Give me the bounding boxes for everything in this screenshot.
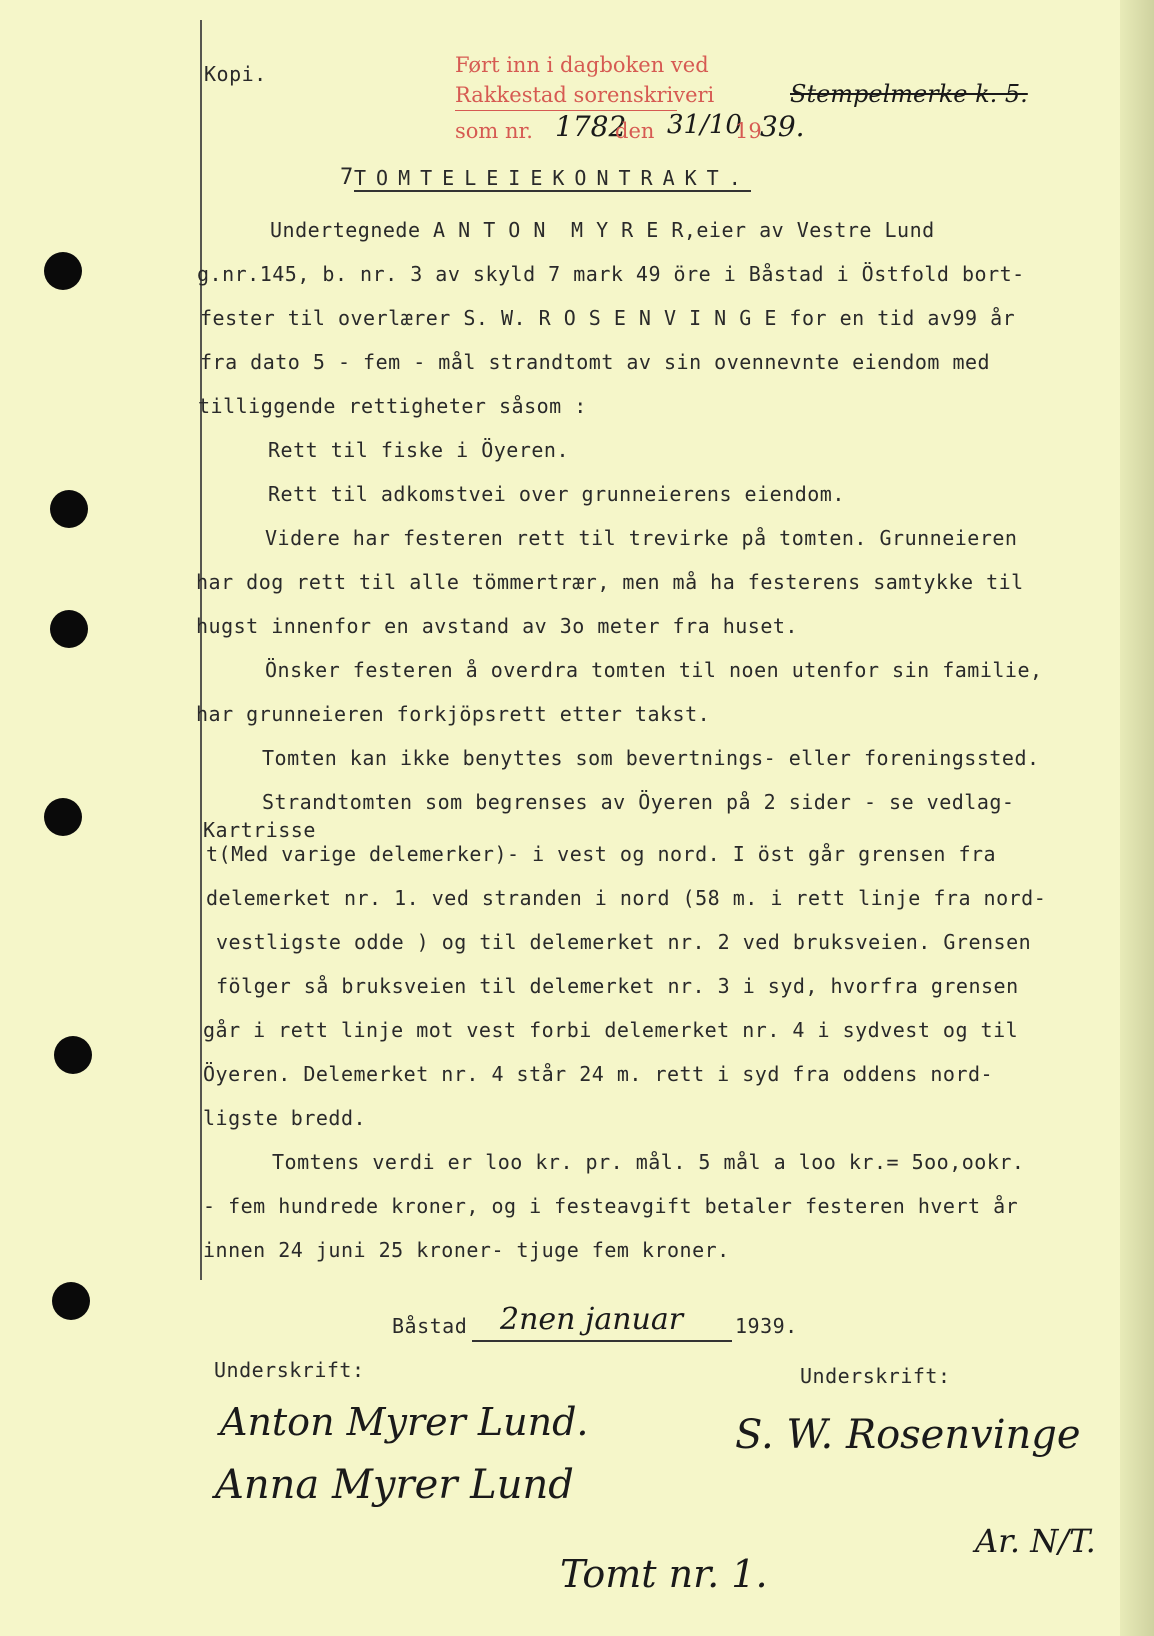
signature-anna-myrer: Anna Myrer Lund — [215, 1462, 574, 1508]
place-label: Båstad — [392, 1314, 468, 1338]
punch-hole — [50, 490, 88, 528]
punch-hole — [50, 610, 88, 648]
page-edge — [1120, 0, 1154, 1636]
signature-rosenvinge: S. W. Rosenvinge — [735, 1412, 1081, 1458]
registry-number: 1782 — [555, 110, 627, 143]
body-line-14: Strandtomten som begrenses av Öyeren på 2 sider - se vedlag- — [262, 790, 1015, 814]
body-line-8: Videre har festeren rett til trevirke på tomten. Grunneieren — [265, 526, 1018, 550]
copy-label: Kopi. — [204, 62, 267, 86]
margin-line — [200, 20, 202, 1280]
body-line-13: Tomten kan ikke benyttes som bevertnings- eller foreningssted. — [262, 746, 1040, 770]
registry-stamp-den: den — [615, 119, 655, 143]
body-line-15: Kartrisse — [203, 818, 316, 842]
body-line-6: Rett til fiske i Öyeren. — [268, 438, 569, 462]
body-line-5: tilliggende rettigheter såsom : — [198, 394, 587, 418]
body-line-12: har grunneieren forkjöpsrett etter takst. — [196, 702, 711, 726]
punch-hole — [44, 798, 82, 836]
body-line-25: innen 24 juni 25 kroner- tjuge fem kroner. — [203, 1238, 730, 1262]
body-line-2: g.nr.145, b. nr. 3 av skyld 7 mark 49 öre i Båstad i Östfold bort- — [197, 262, 1025, 286]
punch-hole — [44, 252, 82, 290]
signature-anton-myrer: Anton Myrer Lund. — [220, 1400, 589, 1444]
body-line-11: Önsker festeren å overdra tomten til noen utenfor sin familie, — [265, 658, 1043, 682]
body-line-23: Tomtens verdi er loo kr. pr. mål. 5 mål a loo kr.= 5oo,ookr. — [272, 1150, 1025, 1174]
body-line-20: går i rett linje mot vest forbi delemerket nr. 4 i sydvest og til — [203, 1018, 1019, 1042]
body-line-7: Rett til adkomstvei over grunneierens eiendom. — [268, 482, 845, 506]
body-line-19: fölger så bruksveien til delemerket nr. 3 i syd, hvorfra grensen — [216, 974, 1019, 998]
punch-hole — [52, 1282, 90, 1320]
handwritten-date: 2nen januar — [500, 1302, 684, 1337]
punch-hole — [54, 1036, 92, 1074]
body-line-10: hugst innenfor en avstand av 3o meter fra huset. — [196, 614, 798, 638]
registry-stamp-year-prefix: 19 — [735, 119, 762, 143]
document-title: TOMTELEIEKONTRAKT. — [354, 166, 751, 190]
body-line-9: har dog rett til alle tömmertrær, men må ha festerens samtykke til — [196, 570, 1024, 594]
clerk-initials: Ar. N/T. — [975, 1522, 1096, 1560]
registry-stamp-line1: Ført inn i dagboken ved — [455, 53, 709, 77]
body-line-17: delemerket nr. 1. ved stranden i nord (58 m. i rett linje fra nord- — [206, 886, 1047, 910]
date-year: 1939. — [735, 1314, 798, 1338]
date-underline — [472, 1340, 732, 1342]
body-line-22: ligste bredd. — [203, 1106, 367, 1130]
struck-stamp-note: Stempelmerke k. 5. — [790, 80, 1028, 108]
plot-number-note: Tomt nr. 1. — [560, 1552, 768, 1596]
title-prefix: 7 — [340, 165, 354, 190]
registry-date: 31/10 — [667, 110, 742, 140]
registry-stamp-number-label: som nr. — [455, 119, 533, 143]
body-line-3: fester til overlærer S. W. R O S E N V I N G E for en tid av99 år — [200, 306, 1016, 330]
registry-stamp-line2: Rakkestad sorenskriveri — [455, 83, 715, 107]
body-line-18: vestligste odde ) og til delemerket nr. 2 ved bruksveien. Grensen — [216, 930, 1032, 954]
signature-label-right: Underskrift: — [800, 1364, 951, 1388]
body-line-21: Öyeren. Delemerket nr. 4 står 24 m. rett i syd fra oddens nord- — [203, 1062, 994, 1086]
body-line-24: - fem hundrede kroner, og i festeavgift betaler festeren hvert år — [203, 1194, 1019, 1218]
body-line-16: t(Med varige delemerker)- i vest og nord. I öst går grensen fra — [206, 842, 997, 866]
registry-year-suffix: 39. — [760, 110, 805, 143]
body-line-1: Undertegnede A N T O N M Y R E R,eier av Vestre Lund — [270, 218, 935, 242]
signature-label-left: Underskrift: — [214, 1358, 365, 1382]
body-line-4: fra dato 5 - fem - mål strandtomt av sin ovennevnte eiendom med — [200, 350, 991, 374]
